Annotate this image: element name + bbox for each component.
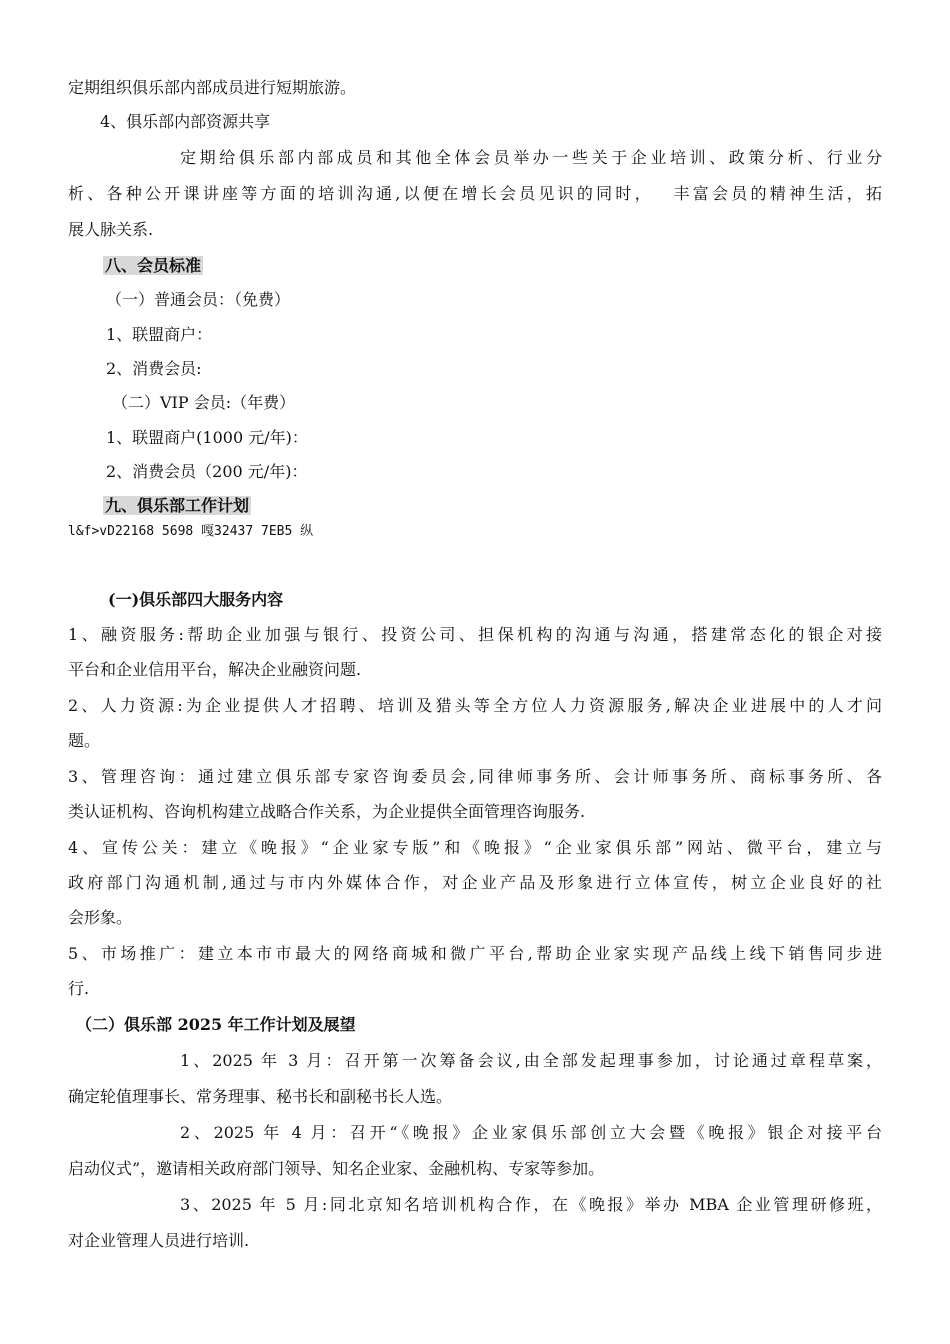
list-item: 2、消费会员（200 元/年)： — [106, 462, 308, 481]
paragraph-line: 启动仪式”，邀请相关政府部门领导、知名企业家、金融机构、专家等参加。 — [68, 1159, 605, 1178]
paragraph-line: 3、管理咨询：通过建立俱乐部专家咨询委员会,同律师事务所、会计师事务所、商标事务所、各 — [68, 767, 882, 786]
paragraph-line: 会形象。 — [68, 908, 133, 927]
section-heading — [103, 496, 251, 516]
paragraph-line: 政府部门沟通机制,通过与市内外媒体合作，对企业产品及形象进行立体宣传，树立企业良好的社 — [68, 873, 882, 892]
paragraph-line: 定期给俱乐部内部成员和其他全体会员举办一些关于企业培训、政策分析、行业分 — [180, 148, 882, 167]
list-item: 1、联盟商户： — [106, 325, 213, 344]
item-heading: 4、俱乐部内部资源共享 — [100, 112, 271, 131]
paragraph-line: 1、融资服务:帮助企业加强与银行、投资公司、担保机构的沟通与沟通，搭建常态化的银企对接 — [68, 625, 882, 644]
paragraph-line: 3、2025 年 5 月:同北京知名培训机构合作，在《晚报》举办 MBA 企业管理研修班， — [180, 1195, 882, 1214]
list-item: （一）普通会员：（免费） — [106, 290, 291, 309]
paragraph-line: 5、市场推广：建立本市市最大的网络商城和微广平台,帮助企业家实现产品线上线下销售同步进 — [68, 944, 882, 963]
paragraph-line: 定期组织俱乐部内部成员进行短期旅游。 — [68, 78, 357, 97]
paragraph-line: 析、各种公开课讲座等方面的培训沟通,以便在增长会员见识的同时， 丰富会员的精神生活，拓 — [68, 184, 882, 203]
paragraph-line: 展人脉关系. — [68, 220, 154, 239]
subsection-heading: （二）俱乐部 2025 年工作计划及展望 — [76, 1015, 356, 1034]
list-item: 1、联盟商户(1000 元/年)： — [106, 428, 308, 447]
subsection-heading: (一)俱乐部四大服务内容 — [108, 590, 284, 609]
paragraph-line: 平台和企业信用平台，解决企业融资问题. — [68, 660, 362, 679]
garbled-code-line: l&f>vD22168 5698 嘎32437 7EB5 纵 — [68, 524, 314, 539]
list-item: 2、消费会员: — [106, 359, 202, 378]
paragraph-line: 2、人力资源:为企业提供人才招聘、培训及猎头等全方位人力资源服务,解决企业进展中的人才问 — [68, 696, 882, 715]
paragraph-line: 题。 — [68, 731, 101, 750]
section-heading — [103, 256, 203, 276]
section-heading-text: 八、会员标准 — [105, 256, 202, 275]
paragraph-line: 2、2025 年 4 月：召开“《晚报》企业家俱乐部创立大会暨《晚报》银企对接平台 — [180, 1123, 882, 1142]
paragraph-line: 对企业管理人员进行培训. — [68, 1231, 250, 1250]
paragraph-line: 行. — [68, 979, 90, 998]
paragraph-line: 1、2025 年 3 月：召开第一次筹备会议,由全部发起理事参加，讨论通过章程草案， — [180, 1051, 882, 1070]
list-item: （二）VIP 会员:（年费） — [112, 393, 296, 412]
paragraph-line: 类认证机构、咨询机构建立战略合作关系，为企业提供全面管理咨询服务. — [68, 802, 586, 821]
paragraph-line: 4、宣传公关：建立《晚报》“企业家专版”和《晚报》“企业家俱乐部”网站、微平台，建立与 — [68, 838, 882, 857]
paragraph-line: 确定轮值理事长、常务理事、秘书长和副秘书长人选。 — [68, 1087, 453, 1106]
section-heading-text: 九、俱乐部工作计划 — [105, 496, 250, 515]
